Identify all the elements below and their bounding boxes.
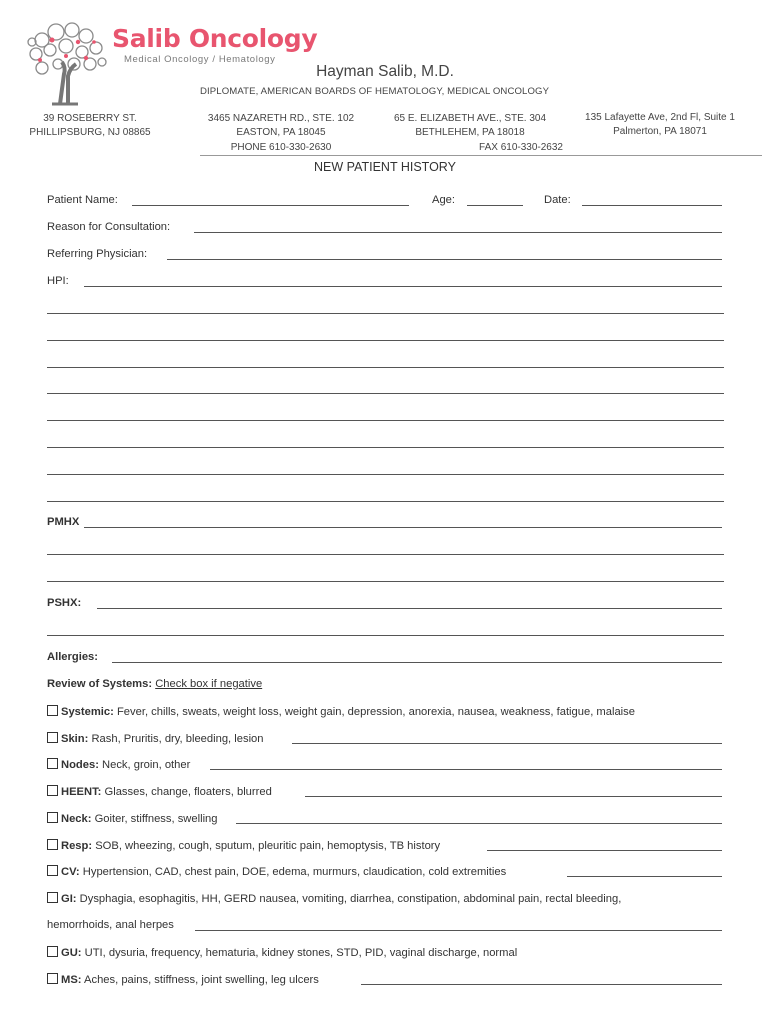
diplomate-line: DIPLOMATE, AMERICAN BOARDS OF HEMATOLOGY, MEDICAL ONCOLOGY bbox=[200, 86, 550, 97]
skin-checkbox[interactable] bbox=[47, 732, 58, 743]
gu-checkbox[interactable] bbox=[47, 946, 58, 957]
ros-systemic: Systemic: Fever, chills, sweats, weight loss, weight gain, depression, anorexia, nausea, weakness, fatigue, malaise bbox=[47, 705, 635, 718]
ros-note: Check box if negative bbox=[155, 678, 263, 690]
hpi-field[interactable] bbox=[84, 286, 722, 287]
form-title: NEW PATIENT HISTORY bbox=[314, 160, 456, 174]
ros-gu: GU: UTI, dysuria, frequency, hematuria, kidney stones, STD, PID, vaginal discharge, normal bbox=[47, 946, 517, 959]
nodes-checkbox[interactable] bbox=[47, 758, 58, 769]
ms-checkbox[interactable] bbox=[47, 973, 58, 984]
hpi-label: HPI: bbox=[47, 275, 69, 287]
hpi-line[interactable] bbox=[47, 501, 724, 502]
pmhx-field[interactable] bbox=[84, 527, 722, 528]
ros-gi-continued: hemorrhoids, anal herpes bbox=[47, 919, 174, 931]
doctor-name: Hayman Salib, M.D. bbox=[316, 63, 454, 80]
date-field[interactable] bbox=[582, 205, 722, 206]
ros-gi: GI: Dysphagia, esophagitis, HH, GERD nausea, vomiting, diarrhea, constipation, abdominal pain, rectal bleeding, bbox=[47, 892, 621, 905]
patient-name-field[interactable] bbox=[132, 205, 409, 206]
referring-label: Referring Physician: bbox=[47, 248, 148, 260]
gi-field[interactable] bbox=[195, 930, 722, 931]
cv-field[interactable] bbox=[567, 876, 722, 877]
reason-label: Reason for Consultation: bbox=[47, 221, 171, 233]
brand-name: Salib Oncology bbox=[112, 24, 318, 53]
gi-checkbox[interactable] bbox=[47, 892, 58, 903]
hpi-line[interactable] bbox=[47, 367, 724, 368]
pshx-field[interactable] bbox=[97, 608, 722, 609]
phone-number: PHONE 610-330-2630 bbox=[230, 142, 332, 153]
resp-field[interactable] bbox=[487, 850, 722, 851]
pmhx-line[interactable] bbox=[47, 554, 724, 555]
ros-heent: HEENT: Glasses, change, floaters, blurred bbox=[47, 785, 272, 798]
brand-tagline: Medical Oncology / Hematology bbox=[124, 54, 276, 65]
hpi-line[interactable] bbox=[47, 313, 724, 314]
cv-checkbox[interactable] bbox=[47, 865, 58, 876]
hpi-line[interactable] bbox=[47, 340, 724, 341]
nodes-field[interactable] bbox=[210, 769, 722, 770]
neck-field[interactable] bbox=[236, 823, 722, 824]
resp-checkbox[interactable] bbox=[47, 839, 58, 850]
ros-ms: MS: Aches, pains, stiffness, joint swelling, leg ulcers bbox=[47, 973, 319, 986]
ms-field[interactable] bbox=[361, 984, 722, 985]
age-label: Age: bbox=[432, 194, 456, 206]
pmhx-label: PMHX bbox=[47, 516, 80, 528]
reason-field[interactable] bbox=[194, 232, 722, 233]
pshx-label: PSHX: bbox=[47, 597, 82, 609]
hpi-line[interactable] bbox=[47, 393, 724, 394]
date-label: Date: bbox=[544, 194, 571, 206]
ros-neck: Neck: Goiter, stiffness, swelling bbox=[47, 812, 218, 825]
address-phillipsburg: 39 ROSEBERRY ST. PHILLIPSBURG, NJ 08865 bbox=[29, 113, 151, 138]
allergies-field[interactable] bbox=[112, 662, 722, 663]
heent-checkbox[interactable] bbox=[47, 785, 58, 796]
ros-cv: CV: Hypertension, CAD, chest pain, DOE, edema, murmurs, claudication, cold extremities bbox=[47, 865, 506, 878]
neck-checkbox[interactable] bbox=[47, 812, 58, 823]
age-field[interactable] bbox=[467, 205, 523, 206]
allergies-label: Allergies: bbox=[47, 651, 98, 663]
ros-resp: Resp: SOB, wheezing, cough, sputum, pleuritic pain, hemoptysis, TB history bbox=[47, 839, 440, 852]
address-palmerton: 135 Lafayette Ave, 2nd Fl, Suite 1 Palmerton, PA 18071 bbox=[585, 112, 735, 137]
pshx-line[interactable] bbox=[47, 635, 724, 636]
fax-number: FAX 610-330-2632 bbox=[479, 142, 563, 153]
hpi-line[interactable] bbox=[47, 474, 724, 475]
patient-name-label: Patient Name: bbox=[47, 194, 118, 206]
ros-heading: Review of Systems: Check box if negative bbox=[47, 678, 263, 690]
systemic-checkbox[interactable] bbox=[47, 705, 58, 716]
address-bethlehem: 65 E. ELIZABETH AVE., STE. 304 BETHLEHEM, PA 18018 bbox=[393, 113, 547, 138]
header-divider bbox=[200, 155, 762, 156]
ros-nodes: Nodes: Neck, groin, other bbox=[47, 758, 190, 771]
address-easton: 3465 NAZARETH RD., STE. 102 EASTON, PA 18045 bbox=[207, 113, 355, 138]
heent-field[interactable] bbox=[305, 796, 722, 797]
ros-skin: Skin: Rash, Pruritis, dry, bleeding, lesion bbox=[47, 732, 264, 745]
hpi-line[interactable] bbox=[47, 420, 724, 421]
skin-field[interactable] bbox=[292, 743, 722, 744]
hpi-line[interactable] bbox=[47, 447, 724, 448]
logo-tree-icon bbox=[22, 18, 112, 106]
referring-field[interactable] bbox=[167, 259, 722, 260]
pmhx-line[interactable] bbox=[47, 581, 724, 582]
